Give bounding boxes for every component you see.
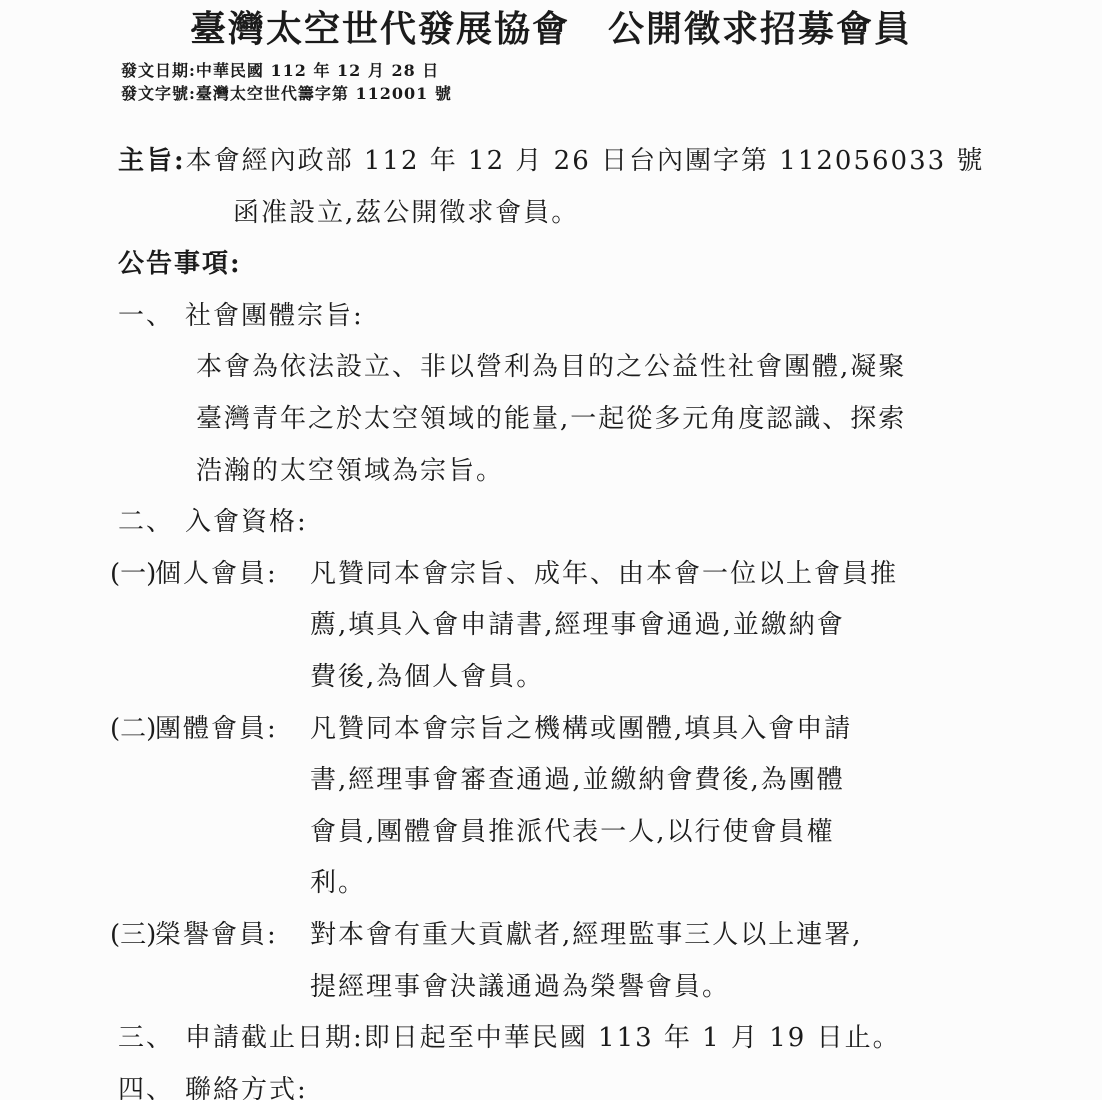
section-4-line (0, 1065, 1102, 1100)
subitem-2-label: 團體會員: (155, 713, 278, 744)
subject-separator: : (174, 146, 186, 176)
section-1-paragraph-line: 臺灣青年之於太空領域的能量,一起從多元角度認識、探索 (196, 403, 907, 434)
doc-number-line (121, 83, 1102, 106)
subject-line-1 (0, 136, 1102, 188)
issue-date-label: 發文日期: (121, 61, 196, 80)
subitem-3-cont-line: 提經理事會決議通過為榮譽會員。 (310, 971, 731, 1002)
subitem-2-marker: (二) (110, 713, 157, 744)
subitem-1-cont-line: 費後,為個人會員。 (310, 661, 545, 692)
subitem-2-cont-line: 書,經理事會審查通過,並繳納會費後,為團體 (310, 765, 845, 796)
subitem-2-line-1 (0, 704, 1102, 756)
subitem-2-cont-line: 會員,團體會員推派代表一人,以行使會員權 (310, 816, 835, 847)
section-1-paragraph-line: 浩瀚的太空領域為宗旨。 (196, 455, 505, 486)
subject-label: 主旨 (118, 146, 175, 176)
section-1-marker: 一、 (118, 300, 175, 331)
section-1-heading (0, 291, 1102, 343)
doc-number-label: 發文字號: (121, 83, 196, 103)
document-meta (121, 60, 1102, 105)
announcements-heading: 公告事項: (118, 249, 242, 280)
subitem-1-marker: (一) (110, 558, 157, 589)
section-3-marker: 三、 (118, 1023, 175, 1054)
section-3-line (0, 1013, 1102, 1065)
subitem-3-label: 榮譽會員: (155, 919, 278, 950)
subitem-1-label: 個人會員: (155, 558, 278, 589)
subitem-1-cont-line: 薦,填具入會申請書,經理事會通過,並繳納會 (310, 610, 845, 641)
section-2-title: 入會資格: (185, 507, 308, 538)
subitem-1-line-1 (0, 549, 1102, 601)
section-2-heading (0, 497, 1102, 549)
subject-text-1: 本會經內政部 112 年 12 月 26 日台內團字第 112056033 號 (185, 146, 985, 176)
section-1-paragraph-line: 本會為依法設立、非以營利為目的之公益性社會團體,凝聚 (196, 352, 907, 383)
issue-date-value: 中華民國 112 年 12 月 28 日 (195, 61, 440, 80)
subitem-3-line-1 (0, 910, 1102, 962)
section-1-title: 社會團體宗旨: (185, 300, 364, 331)
doc-number-value: 臺灣太空世代籌字第 112001 號 (195, 83, 452, 103)
section-3-text: 申請截止日期:即日起至中華民國 113 年 1 月 19 日止。 (185, 1023, 901, 1054)
subitem-3-marker: (三) (110, 919, 157, 950)
document-title: 臺灣太空世代發展協會 公開徵求招募會員 (189, 8, 912, 50)
document-body (0, 136, 1102, 1100)
section-4-text: 聯絡方式: (185, 1074, 308, 1100)
section-4-marker: 四、 (118, 1074, 175, 1100)
subitem-1-text: 凡贊同本會宗旨、成年、由本會一位以上會員推 (310, 558, 899, 589)
subject-line-2: 函准設立,茲公開徵求會員。 (233, 197, 580, 228)
subitem-2-cont-line: 利。 (310, 868, 367, 899)
issue-date-line (121, 60, 1102, 83)
subitem-3-text: 對本會有重大貢獻者,經理監事三人以上連署, (310, 919, 863, 950)
subitem-2-text: 凡贊同本會宗旨之機構或團體,填具入會申請 (310, 713, 853, 744)
section-2-marker: 二、 (118, 507, 175, 538)
